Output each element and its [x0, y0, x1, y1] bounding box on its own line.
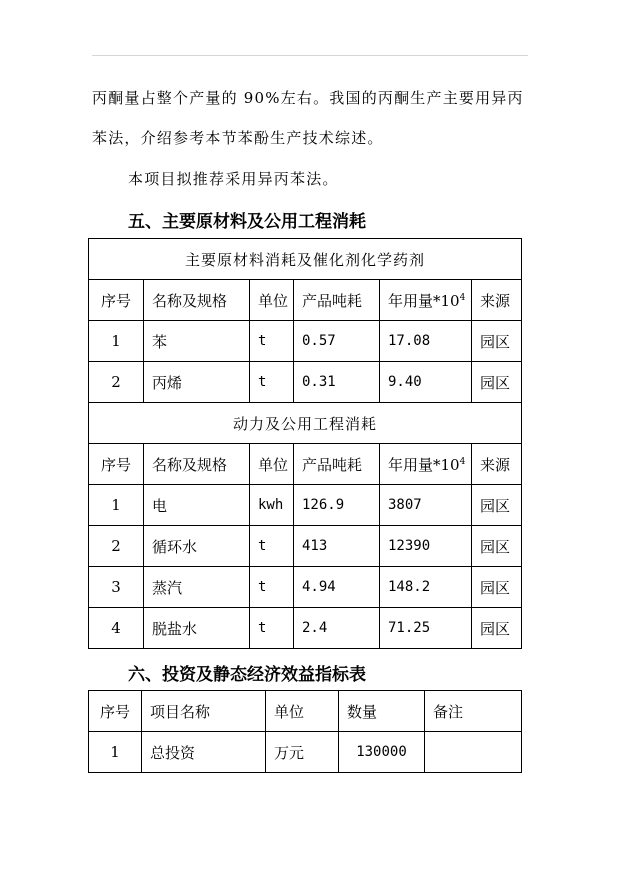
intro-line-3: 本项目拟推荐采用异丙苯法。	[128, 170, 339, 188]
cell-quantity: 130000	[339, 732, 425, 773]
cell-unit: 万元	[266, 732, 339, 773]
cell-source: 园区	[472, 321, 522, 362]
header-seq: 序号	[89, 691, 142, 732]
investment-table	[88, 690, 522, 773]
header-annual-label: 年用量*10	[388, 291, 460, 310]
header-item-name: 项目名称	[142, 691, 266, 732]
table-header-row	[89, 444, 522, 485]
cell-seq: 4	[89, 608, 144, 649]
header-unit: 单位	[250, 280, 294, 321]
intro-line-1: 丙酮量占整个产量的 90%左右。我国的丙酮生产主要用异丙	[92, 89, 524, 107]
cell-name: 丙烯	[144, 362, 250, 403]
cell-name: 电	[144, 485, 250, 526]
energy-title-row	[89, 403, 522, 444]
cell-unit: t	[250, 608, 294, 649]
header-quantity: 数量	[339, 691, 425, 732]
cell-unit: t	[250, 362, 294, 403]
header-annual	[380, 444, 472, 485]
cell-annual: 148.2	[380, 567, 472, 608]
cell-annual: 71.25	[380, 608, 472, 649]
cell-name: 苯	[144, 321, 250, 362]
intro-line-2: 苯法，介绍参考本节苯酚生产技术综述。	[92, 129, 384, 147]
cell-per-ton: 4.94	[294, 567, 380, 608]
header-unit: 单位	[250, 444, 294, 485]
header-unit: 单位	[266, 691, 339, 732]
cell-per-ton: 0.31	[294, 362, 380, 403]
header-source: 来源	[472, 280, 522, 321]
cell-per-ton: 0.57	[294, 321, 380, 362]
header-annual-exponent: 4	[459, 292, 466, 303]
table-row	[89, 526, 522, 567]
section-6-heading: 六、投资及静态经济效益指标表	[128, 665, 366, 685]
cell-source: 园区	[472, 608, 522, 649]
header-annual-label: 年用量*10	[388, 455, 460, 474]
cell-name: 循环水	[144, 526, 250, 567]
cell-seq: 3	[89, 567, 144, 608]
header-name: 名称及规格	[144, 444, 250, 485]
header-rule	[92, 55, 528, 56]
section-5-heading: 五、主要原材料及公用工程消耗	[128, 212, 366, 232]
cell-unit: kwh	[250, 485, 294, 526]
cell-unit: t	[250, 526, 294, 567]
cell-annual: 9.40	[380, 362, 472, 403]
cell-seq: 2	[89, 526, 144, 567]
cell-annual: 17.08	[380, 321, 472, 362]
cell-per-ton: 413	[294, 526, 380, 567]
cell-source: 园区	[472, 485, 522, 526]
header-seq: 序号	[89, 444, 144, 485]
consumption-table	[88, 238, 522, 649]
cell-name: 蒸汽	[144, 567, 250, 608]
cell-seq: 1	[89, 321, 144, 362]
header-annual	[380, 280, 472, 321]
table-row	[89, 321, 522, 362]
cell-per-ton: 2.4	[294, 608, 380, 649]
cell-seq: 1	[89, 732, 142, 773]
header-remark: 备注	[425, 691, 522, 732]
cell-seq: 2	[89, 362, 144, 403]
table-row	[89, 608, 522, 649]
cell-annual: 12390	[380, 526, 472, 567]
raw-materials-title-row	[89, 239, 522, 280]
table-row	[89, 485, 522, 526]
cell-name: 脱盐水	[144, 608, 250, 649]
cell-item-name: 总投资	[142, 732, 266, 773]
header-per-ton: 产品吨耗	[294, 280, 380, 321]
cell-remark	[425, 732, 522, 773]
cell-source: 园区	[472, 526, 522, 567]
table-header-row	[89, 691, 522, 732]
header-name: 名称及规格	[144, 280, 250, 321]
cell-source: 园区	[472, 362, 522, 403]
energy-title: 动力及公用工程消耗	[89, 403, 522, 444]
header-seq: 序号	[89, 280, 144, 321]
table-header-row	[89, 280, 522, 321]
header-annual-exponent: 4	[459, 456, 466, 467]
table-row	[89, 567, 522, 608]
table-row	[89, 362, 522, 403]
cell-unit: t	[250, 567, 294, 608]
header-source: 来源	[472, 444, 522, 485]
raw-materials-title: 主要原材料消耗及催化剂化学药剂	[89, 239, 522, 280]
cell-seq: 1	[89, 485, 144, 526]
header-per-ton: 产品吨耗	[294, 444, 380, 485]
cell-unit: t	[250, 321, 294, 362]
table-row	[89, 732, 522, 773]
cell-per-ton: 126.9	[294, 485, 380, 526]
cell-source: 园区	[472, 567, 522, 608]
cell-annual: 3807	[380, 485, 472, 526]
